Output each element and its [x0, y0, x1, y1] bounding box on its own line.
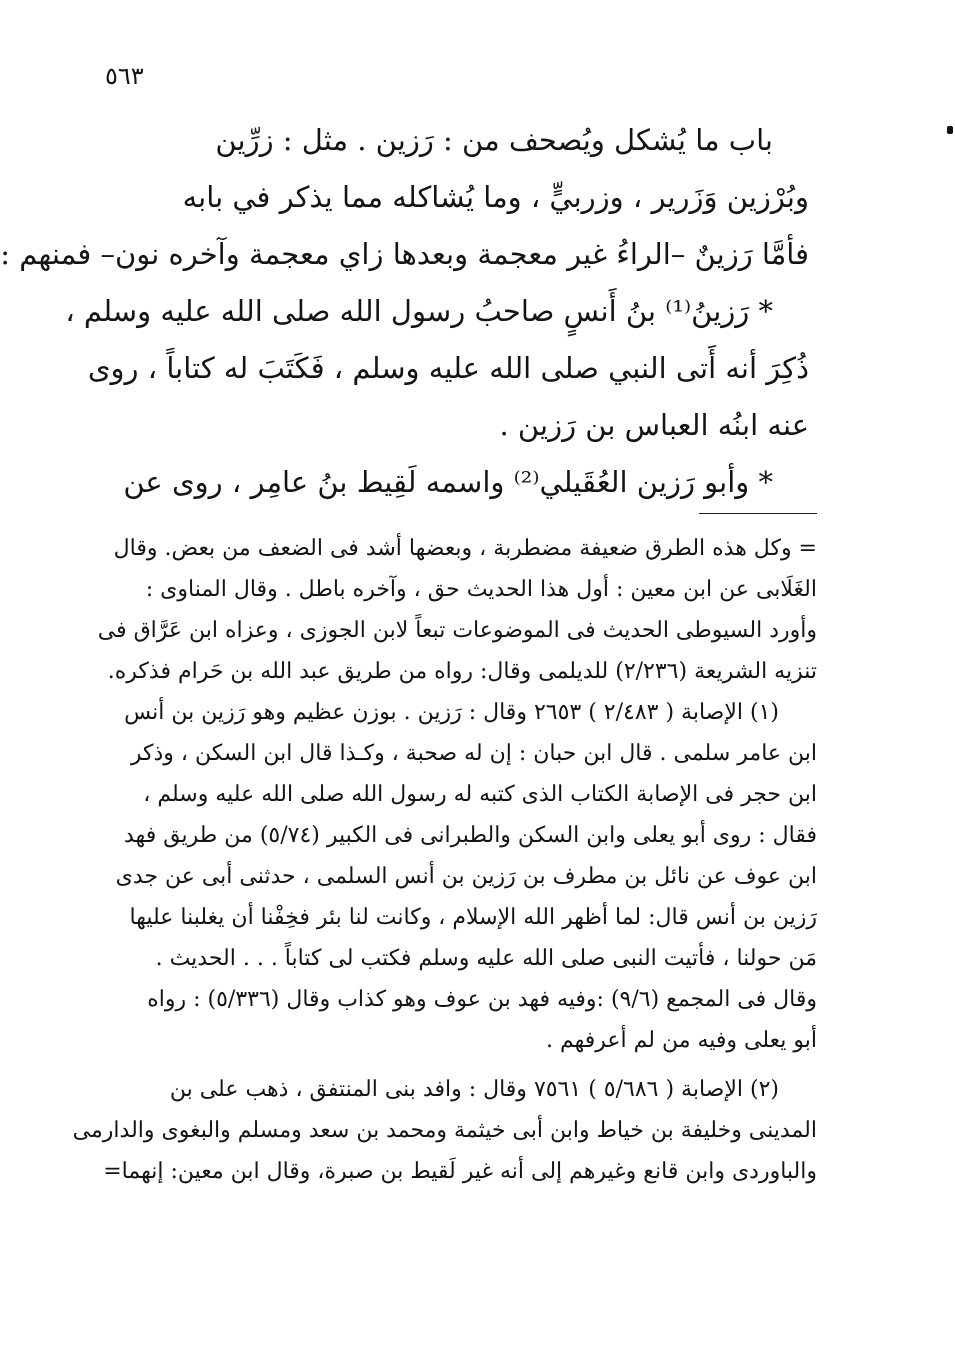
page-number: ٥٦٣ — [105, 62, 144, 90]
main-line: * رَزينُ⁽¹⁾ بنُ أَنسٍ صاحبُ رسول الله صلى الله عليه وسلم ، — [65, 294, 773, 328]
main-text — [0, 112, 809, 511]
footnote-line: وأورد السيوطى الحديث فى الموضوعات تبعاً لابن الجوزى ، وعزاه ابن عَرَّاق فى — [97, 618, 817, 643]
footnote-line: = وكل هذه الطرق ضعيفة مضطربة ، وبعضها أشد فى الضعف من بعض. وقال — [113, 536, 817, 561]
footnote-line: وقال فى المجمع (٩/٦) :وفيه فهد بن عوف وهو كذاب وقال (٥/٣٣٦) : رواه — [147, 987, 817, 1012]
main-line: باب ما يُشكل ويُصحف من : رَزين . مثل : زرِّين — [215, 123, 773, 157]
footnote-separator — [699, 513, 817, 514]
footnote-line: ابن عوف عن نائل بن مطرف بن رَزين بن أنس السلمى ، حدثنى أبى عن جدى — [115, 864, 817, 889]
main-line: * وأبو رَزين العُقَيلي⁽²⁾ واسمه لَقِيط بنُ عامِر ، روى عن — [123, 465, 773, 499]
margin-mark — [947, 126, 953, 134]
footnote-line: (٢) الإصابة ( ٥/٦٨٦ ) ٧٥٦١ وقال : وافد بنى المنتفق ، ذهب على بن — [169, 1077, 779, 1102]
footnote-line: مَن حولنا ، فأتيت النبى صلى الله عليه وسلم فكتب لى كتاباً . . . الحديث . — [155, 946, 817, 971]
footnote-line: ابن عامر سلمى . قال ابن حبان : إن له صحبة ، وكـذا قال ابن السكن ، وذكر — [130, 741, 817, 766]
footnote-line: ابن حجر فى الإصابة الكتاب الذى كتبه له رسول الله صلى الله عليه وسلم ، — [143, 782, 817, 807]
main-line: ذُكِرَ أنه أَتى النبي صلى الله عليه وسلم ، فَكَتَبَ له كتاباً ، روى — [87, 351, 809, 385]
main-line: فأمَّا رَزينٌ –الراءُ غير معجمة وبعدها زاي معجمة وآخره نون– فمنهم : — [0, 237, 809, 271]
footnote-line: المدينى وخليفة بن خياط وابن أبى خيثمة ومحمد بن سعد ومسلم والبغوى والدارمى — [72, 1118, 817, 1143]
main-line: وبُرْزين وَزَرير ، وزربيٍّ ، وما يُشاكله مما يذكر في بابه — [182, 180, 809, 214]
footnote-line: فقال : روى أبو يعلى وابن السكن والطبرانى فى الكبير (٥/٧٤) من طريق فهد — [124, 823, 817, 848]
footnote-line: تنزيه الشريعة (٢/٢٣٦) للديلمى وقال: رواه من طريق عبد الله بن حَرام فذكره. — [107, 659, 817, 684]
footnotes — [72, 528, 817, 1192]
footnote-line: الغَلَابى عن ابن معين : أول هذا الحديث حق ، وآخره باطل . وقال المناوى : — [145, 577, 817, 602]
footnote-line: رَزين بن أنس قال: لما أظهر الله الإسلام ، وكانت لنا بئر فخِفْنا أن يغلبنا عليها — [129, 905, 817, 930]
footnote-line: أبو يعلى وفيه من لم أعرفهم . — [545, 1028, 817, 1053]
footnote-line: والباوردى وابن قانع وغيرهم إلى أنه غير لَقيط بن صبرة، وقال ابن معين: إنهما= — [103, 1159, 817, 1184]
main-line: عنه ابنُه العباس بن رَزين . — [499, 408, 809, 442]
footnote-line: (١) الإصابة ( ٢/٤٨٣ ) ٢٦٥٣ وقال : رَزين . بوزن عظيم وهو رَزين بن أنس — [124, 700, 779, 725]
